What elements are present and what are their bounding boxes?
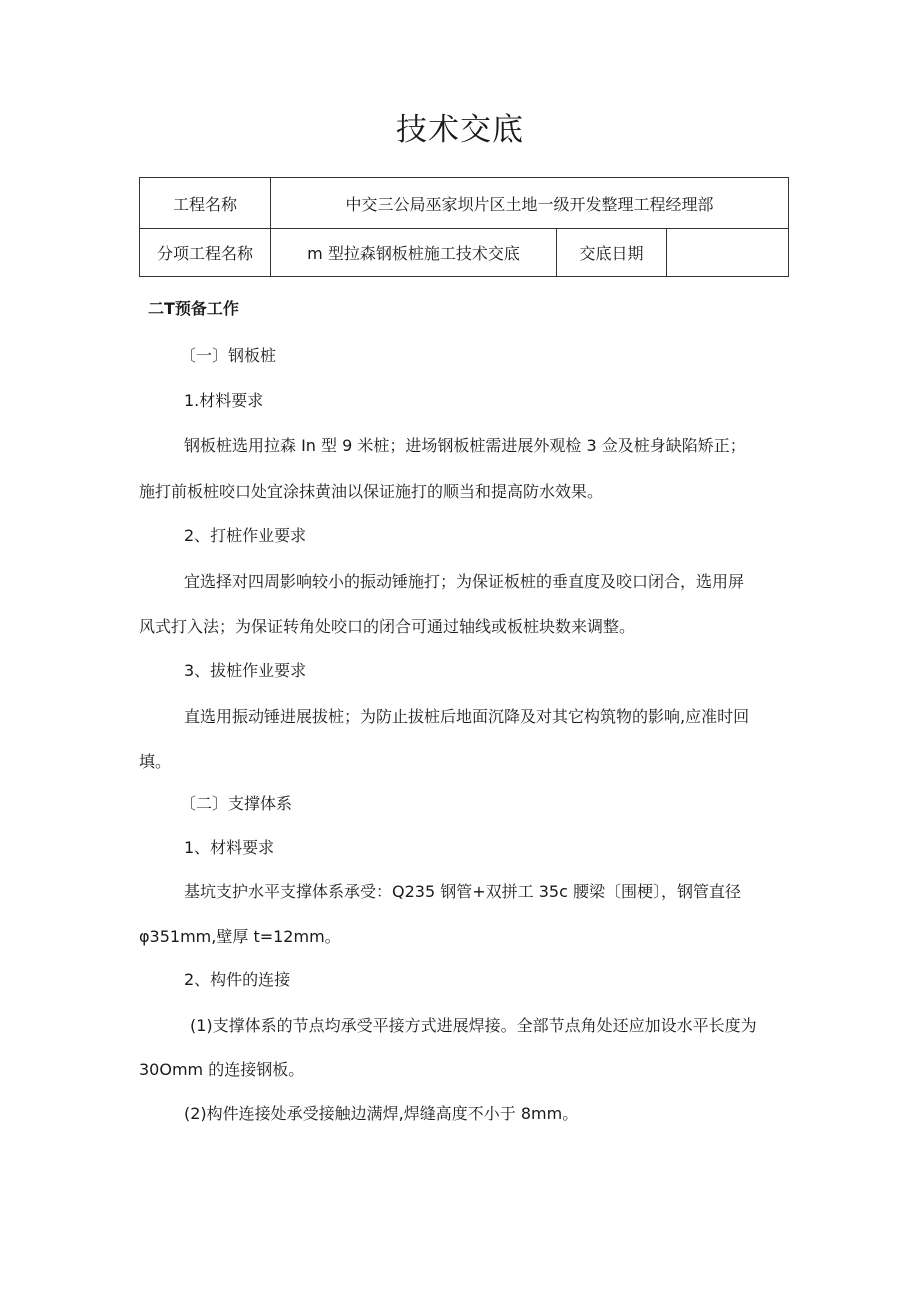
paragraph-line: 填。 [139,752,172,771]
item-material-requirements-2: 1、材料要求 [184,838,275,857]
paragraph-line: 宜选择对四周影响较小的振动锤施打；为保证板桩的垂直度及咬口闭合，选用屏 [184,572,745,591]
paragraph-line: φ351mm,壁厚 t=12mm。 [139,927,341,946]
subitem-value: m 型拉森钢板桩施工技术交底 [271,229,557,277]
project-name-label: 工程名称 [140,178,271,229]
paragraph-line: 风式打入法；为保证转角处咬口的闭合可通过轴线或板桩块数来调整。 [139,617,636,636]
table-row-subitem [140,229,789,277]
paragraph-line: (2)构件连接处承受接触边满焊,焊缝高度不小于 8mm。 [184,1104,579,1123]
item-member-connection: 2、构件的连接 [184,970,291,989]
paragraph-line: 基坑支护水平支撑体系承受：Q235 钢管+双拼工 35c 腰梁〔围梗〕，钢管直径 [184,882,741,901]
project-name-value: 中交三公局巫家坝片区土地一级开发整理工程经理部 [271,178,789,229]
subsection-sheet-pile: 〔一〕钢板桩 [180,346,277,365]
table-row-project [140,178,789,229]
date-label: 交底日期 [557,229,667,277]
item-extraction-requirements: 3、拔桩作业要求 [184,661,307,680]
paragraph-line: (1)支撑体系的节点均承受平接方式进展焊接。全部节点角处还应加设水平长度为 [190,1016,757,1035]
subitem-label: 分项工程名称 [140,229,271,277]
item-material-requirements: 1.材料要求 [184,391,264,410]
subsection-support-system: 〔二〕支撑体系 [180,794,293,813]
paragraph-line: 30Omm 的连接钢板。 [139,1060,305,1079]
page-title: 技术交底 [396,112,524,148]
paragraph-line: 施打前板桩咬口处宜涂抹黄油以保证施打的顺当和提高防水效果。 [139,482,604,501]
paragraph-line: 直选用振动锤进展拔桩；为防止拔桩后地面沉降及对其它构筑物的影响,应准时回 [184,707,750,726]
section-heading: 二T预备工作 [148,299,239,318]
paragraph-line: 钢板桩选用拉森 In 型 9 米桩；进场钢板桩需进展外观检 3 佥及桩身缺陷矫正； [184,436,746,455]
date-value [667,229,789,277]
info-table [139,177,789,277]
item-piling-requirements: 2、打桩作业要求 [184,526,307,545]
